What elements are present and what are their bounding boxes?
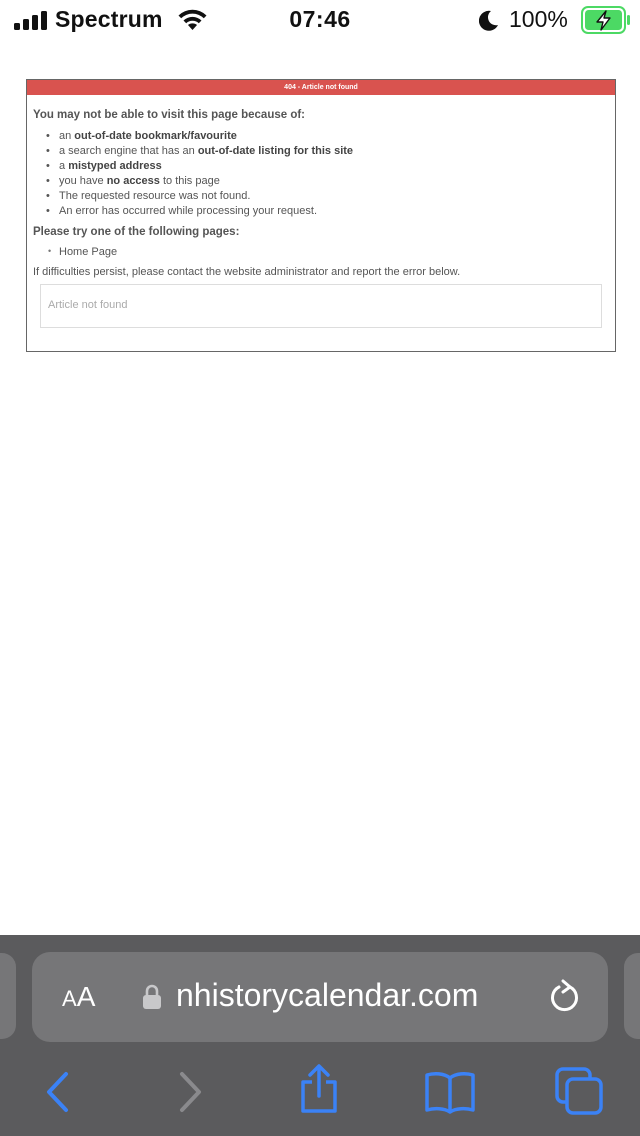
text-size-big-label: A xyxy=(76,981,96,1012)
suggested-pages-list xyxy=(33,246,609,258)
error-title-bar: 404 - Article not found xyxy=(27,80,615,95)
browser-toolbar xyxy=(0,935,640,1136)
tabs-icon[interactable] xyxy=(554,1066,604,1116)
persist-message: If difficulties persist, please contact the website administrator and report the error below. xyxy=(33,266,461,278)
battery-charging-icon xyxy=(581,6,631,34)
lock-icon xyxy=(142,984,162,1010)
previous-tab-peek[interactable] xyxy=(0,953,16,1039)
list-item xyxy=(48,246,609,258)
text-size-button[interactable] xyxy=(62,981,95,1013)
list-item: • An error has occurred while processing your request. xyxy=(46,204,609,219)
chevron-right-icon[interactable] xyxy=(172,1070,208,1114)
error-detail-box: Article not found xyxy=(40,284,602,328)
clock-time: 07:46 xyxy=(289,6,351,32)
reasons-list xyxy=(33,129,609,219)
battery-percent: 100% xyxy=(509,6,568,32)
error-body xyxy=(27,109,615,328)
share-icon[interactable] xyxy=(297,1064,341,1114)
list-item: • you have no access to this page xyxy=(46,174,609,189)
home-page-link[interactable]: Home Page xyxy=(59,246,118,258)
text-size-small-label: A xyxy=(62,986,77,1011)
address-bar[interactable] xyxy=(32,952,608,1042)
list-item: • a search engine that has an out-of-date listing for this site xyxy=(46,144,609,159)
list-item: • a mistyped address xyxy=(46,159,609,174)
url-text[interactable]: nhistorycalendar.com xyxy=(176,977,479,1013)
error-panel xyxy=(26,79,616,352)
do-not-disturb-moon-icon xyxy=(479,10,499,31)
reasons-heading: You may not be able to visit this page because of: xyxy=(33,109,306,121)
list-item: • an out-of-date bookmark/favourite xyxy=(46,129,609,144)
list-item: • The requested resource was not found. xyxy=(46,189,609,204)
status-bar xyxy=(0,0,640,42)
next-tab-peek[interactable] xyxy=(624,953,640,1039)
book-icon[interactable] xyxy=(424,1070,476,1114)
carrier-name: Spectrum xyxy=(55,6,163,32)
reload-icon[interactable] xyxy=(548,979,580,1013)
try-pages-heading: Please try one of the following pages: xyxy=(33,226,240,238)
chevron-left-icon[interactable] xyxy=(40,1070,76,1114)
